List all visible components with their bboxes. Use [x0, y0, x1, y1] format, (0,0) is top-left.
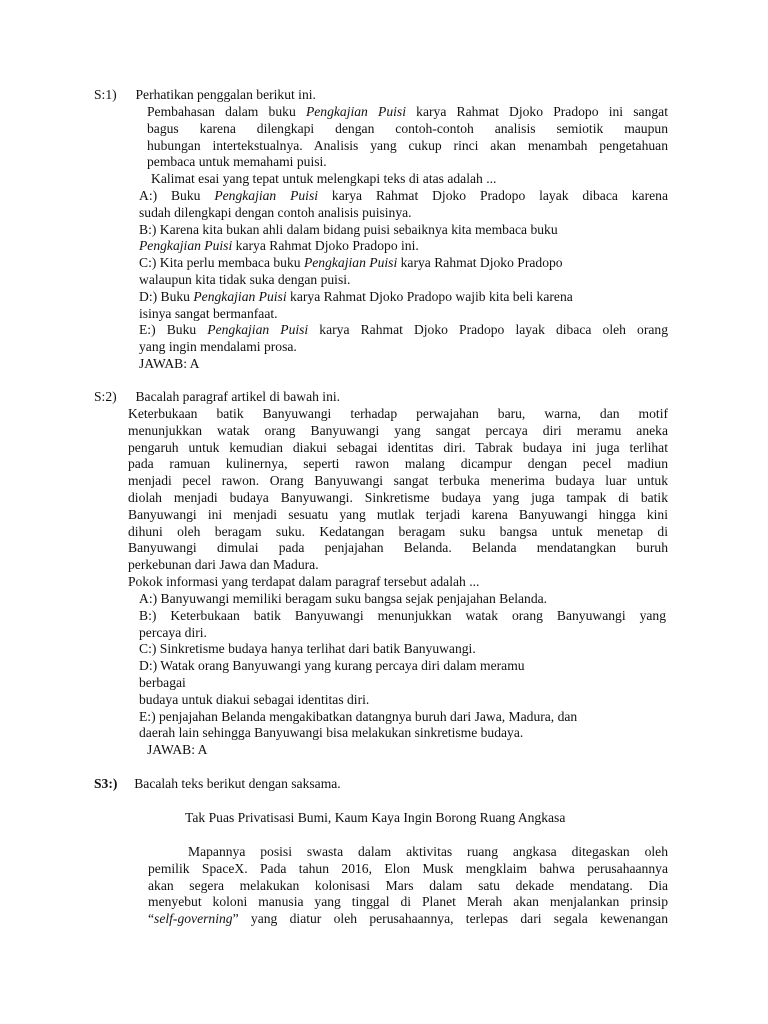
option-c: C:) Kita perlu membaca buku Pengkajian Puisi karya Rahmat Djoko Pradopo	[139, 255, 563, 271]
question-1-prompt: Perhatikan penggalan berikut ini.	[135, 87, 316, 102]
option-e: E:) penjajahan Belanda mengakibatkan datangnya buruh dari Jawa, Madura, dan	[139, 708, 578, 724]
answer: JAWAB: A	[139, 355, 200, 371]
question-3-title: Tak Puas Privatisasi Bumi, Kaum Kaya Ingin Borong Ruang Angkasa	[185, 810, 566, 825]
option-a: A:) Banyuwangi memiliki beragam suku bangsa sejak penjajahan Belanda.	[139, 591, 548, 606]
option-d: D:) Buku Pengkajian Puisi karya Rahmat Djoko Pradopo wajib kita beli karena	[139, 288, 573, 304]
option-b: B:) Keterbukaan batik Banyuwangi menunjukkan watak orang Banyuwangi yang	[139, 607, 666, 623]
option-b: B:) Karena kita bukan ahli dalam bidang puisi sebaiknya kita membaca buku	[139, 221, 558, 237]
question-2-question: Pokok informasi yang terdapat dalam paragraf tersebut adalah ...	[128, 573, 480, 589]
option-c: C:) Sinkretisme budaya hanya terlihat dari batik Banyuwangi.	[139, 641, 476, 657]
question-3-passage: Mapannya posisi swasta dalam aktivitas ruang angkasa ditegaskan oleh pemilik SpaceX. Pada tahun 2016, Elon Musk mengklaim bahwa perusahaannya akan segera melakukan kolonisasi Mars dalam satu dekade mendatang. Dia menyebut koloni manusia yang tinggal di Planet Merah akan menjalankan prinsip “self-governing” yang diatur oleh perusahaannya, terlepas dari segala kewenangan	[148, 844, 668, 927]
question-3-prompt: Bacalah teks berikut dengan saksama.	[134, 776, 341, 791]
question-2-options: A:) Banyuwangi memiliki beragam suku bangsa sejak penjajahan Belanda. B:) Keterbukaan batik Banyuwangi menunjukkan watak orang Banyuwangi yang percaya diri. C:) Sinkretisme budaya hanya terlihat dari batik Banyuwangi. D:) Watak orang Banyuwangi yang kurang percaya diri dalam meramu berbagai budaya untuk diakui sebagai identitas diri. E:) penjajahan Belanda mengakibatkan datangnya buruh dari Jawa, Madura, dan daerah lain sehingga Banyuwangi bisa melakukan sinkretisme budaya.	[139, 591, 666, 741]
option-e: E:) Buku Pengkajian Puisi karya Rahmat Djoko Pradopo layak dibaca oleh orang	[139, 322, 668, 338]
question-2-label: S:2)	[94, 389, 117, 404]
question-1-label: S:1)	[94, 87, 117, 102]
question-3-label: S3:)	[94, 776, 118, 791]
question-1-question: Kalimat esai yang tepat untuk melengkapi teks di atas adalah ...	[151, 171, 497, 186]
option-a: A:) Buku Pengkajian Puisi karya Rahmat Djoko Pradopo layak dibaca karena	[139, 188, 668, 203]
book-title: Pengkajian Puisi	[305, 104, 406, 119]
question-1-passage: Pembahasan dalam buku Pengkajian Puisi karya Rahmat Djoko Pradopo ini sangat bagus karena dilengkapi dengan contoh-contoh analisis semiotik maupun hubungan intertekstualnya. Analisis yang cukup rinci akan menambah pengetahuan pembaca untuk memahami puisi.	[147, 104, 668, 170]
question-2-answer: JAWAB: A	[147, 742, 208, 757]
question-1-options: A:) Buku Pengkajian Puisi karya Rahmat Djoko Pradopo layak dibaca karena sudah dilengkapi dengan contoh analisis puisinya. B:) Karena kita bukan ahli dalam bidang puisi sebaiknya kita membaca buku Pengkajian Puisi karya Rahmat Djoko Pradopo ini. C:) Kita perlu membaca buku Pengkajian Puisi karya Rahmat Djoko Pradopo walaupun kita tidak suka dengan puisi. D:) Buku Pengkajian Puisi karya Rahmat Djoko Pradopo wajib kita beli karena isinya sangat bermanfaat. E:) Buku Pengkajian Puisi karya Rahmat Djoko Pradopo layak dibaca oleh orang yang ingin mendalami prosa. JAWAB: A	[139, 188, 668, 371]
question-2-prompt: Bacalah paragraf artikel di bawah ini.	[135, 389, 341, 404]
question-2-passage: Keterbukaan batik Banyuwangi terhadap perwajahan baru, warna, dan motif menunjukkan watak orang Banyuwangi yang sangat percaya diri meramu aneka pengaruh untuk kemudian diakui sebagai identitas diri. Tabrak budaya ini juga terlihat pada ramuan kulinernya, seperti rawon malang dicampur dengan pecel madiun menjadi pecel rawon. Orang Banyuwangi sangat terbuka menerima budaya luar untuk diolah menjadi budaya Banyuwangi. Sinkretisme budaya yang juga tampak di batik Banyuwangi ini menjadi sesuatu yang mutlak terjadi karena Banyuwangi hingga kini dihuni oleh beragam suku. Kedatangan beragam suku bangsa untuk menetap di Banyuwangi dimulai pada penjajahan Belanda. Belanda mendatangkan buruh perkebunan dari Jawa dan Madura. Pokok informasi yang terdapat dalam paragraf tersebut adalah ...	[128, 406, 668, 589]
option-d: D:) Watak orang Banyuwangi yang kurang percaya diri dalam meramu	[139, 658, 525, 674]
question-1	[94, 87, 694, 104]
question-3	[94, 776, 694, 793]
question-2	[94, 389, 694, 406]
